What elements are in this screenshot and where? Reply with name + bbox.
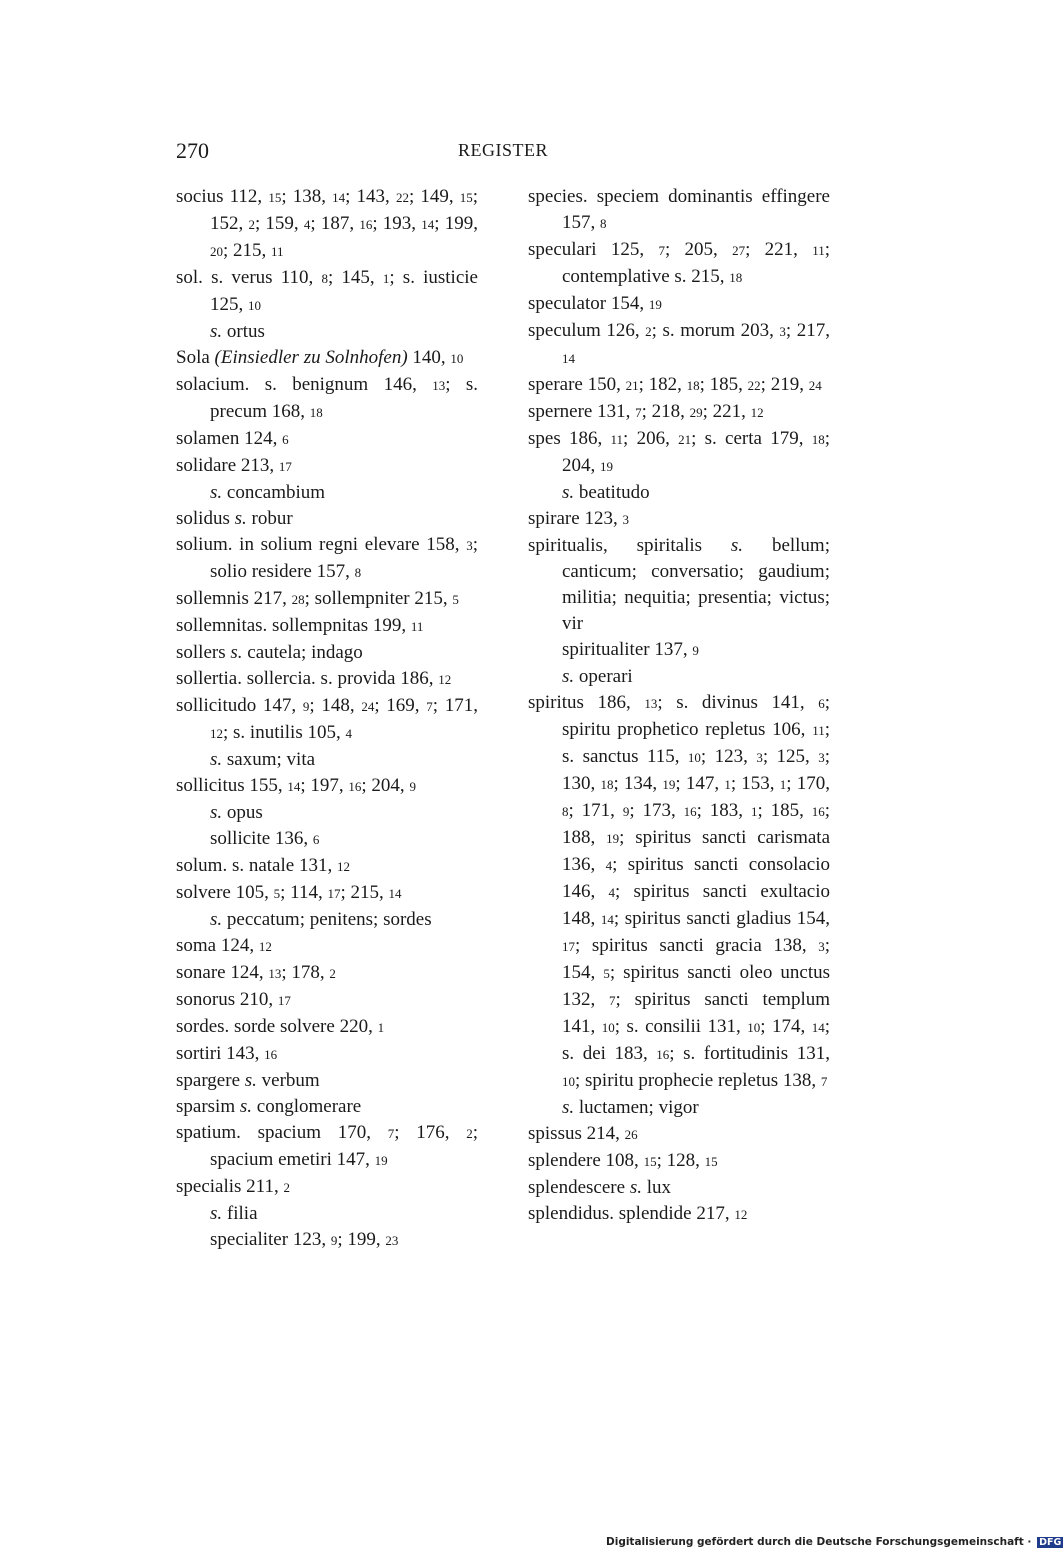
- index-entry: spernere 131, 7; 218, 29; 221, 12: [528, 401, 764, 422]
- index-column-right: [528, 184, 830, 1228]
- index-entry: sperare 150, 21; 182, 18; 185, 22; 219, 24: [528, 374, 822, 395]
- footer-text: Digitalisierung gefördert durch die Deutsche Forschungsgemeinschaft ·: [606, 1536, 1032, 1548]
- index-entry: spiritualis, spiritalis s. bellum; canticum; conversatio; gaudium; militia; nequitia; presentia; victus; vir: [528, 535, 830, 634]
- index-entry: spiritus 186, 13; s. divinus 141, 6; spiritu prophetico repletus 106, 11; s. sanctus 115, 10; 123, 3; 125, 3; 130, 18; 134, 19; 147, 1; 153, 1; 170, 8; 171, 9; 173, 16; 183, 1; 185, 16; 188, 19; spiritus sancti carismata 136, 4; spiritus sancti consolacio 146, 4; spiritus sancti exultacio 148, 14; spiritus sancti gladius 154, 17; spiritus sancti gracia 138, 3; 154, 5; spiritus sancti oleo unctus 132, 7; spiritus sancti templum 141, 10; s. consilii 131, 10; 174, 14; s. dei 183, 16; s. fortitudinis 131, 10; spiritu prophecie repletus 138, 7: [528, 692, 831, 1091]
- index-entry: s. beatitudo: [562, 482, 650, 503]
- index-entry: s. ortus: [210, 321, 265, 342]
- index-entry: speculum 126, 2; s. morum 203, 3; 217, 14: [528, 320, 830, 366]
- index-entry: Sola (Einsiedler zu Solnhofen) 140, 10: [176, 347, 464, 368]
- index-entry: sollicitudo 147, 9; 148, 24; 169, 7; 171, 12; s. inutilis 105, 4: [176, 695, 478, 743]
- index-entry: s. opus: [210, 802, 263, 823]
- index-entry: sol. s. verus 110, 8; 145, 1; s. iusticie 125, 10: [176, 267, 478, 315]
- index-entry: s. luctamen; vigor: [562, 1097, 699, 1118]
- index-entry: solum. s. natale 131, 12: [176, 855, 350, 876]
- index-entry: speculari 125, 7; 205, 27; 221, 11; contemplative s. 215, 18: [528, 239, 831, 287]
- index-entry: sollemnis 217, 28; sollempniter 215, 5: [176, 588, 459, 609]
- page-header: [176, 138, 830, 170]
- index-entry: sordes. sorde solvere 220, 1: [176, 1016, 385, 1037]
- index-entry: spargere s. verbum: [176, 1070, 320, 1091]
- index-entry: solacium. s. benignum 146, 13; s. precum 168, 18: [176, 374, 478, 422]
- index-entry: species. speciem dominantis effingere 157, 8: [528, 186, 830, 233]
- index-entry: spirare 123, 3: [528, 508, 629, 529]
- index-entry: soma 124, 12: [176, 935, 272, 956]
- index-entry: splendere 108, 15; 128, 15: [528, 1150, 718, 1171]
- index-entry: socius 112, 15; 138, 14; 143, 22; 149, 15; 152, 2; 159, 4; 187, 16; 193, 14; 199, 20; 215, 11: [176, 186, 479, 261]
- index-entry: s. concambium: [210, 482, 326, 503]
- running-title: REGISTER: [457, 140, 548, 160]
- index-entry: spissus 214, 26: [528, 1123, 638, 1144]
- index-entry: solamen 124, 6: [176, 428, 289, 449]
- page-number: 270: [176, 138, 209, 163]
- index-entry: sollemnitas. sollempnitas 199, 11: [176, 615, 424, 636]
- index-entry: specialiter 123, 9; 199, 23: [210, 1229, 399, 1250]
- index-entry: solium. in solium regni elevare 158, 3; solio residere 157, 8: [176, 534, 478, 582]
- index-entry: solidus s. robur: [176, 508, 293, 529]
- index-entry: sortiri 143, 16: [176, 1043, 278, 1064]
- index-entry: solvere 105, 5; 114, 17; 215, 14: [176, 882, 402, 903]
- index-entry: spiritualiter 137, 9: [562, 639, 699, 660]
- index-entry: splendescere s. lux: [528, 1177, 671, 1198]
- index-entry: splendidus. splendide 217, 12: [528, 1203, 748, 1224]
- index-entry: sollers s. cautela; indago: [176, 642, 363, 663]
- index-entry: sollicite 136, 6: [210, 828, 320, 849]
- index-entry: specialis 211, 2: [176, 1176, 290, 1197]
- index-entry: sollicitus 155, 14; 197, 16; 204, 9: [176, 775, 416, 796]
- funding-footer: [606, 1536, 1063, 1548]
- index-entry: s. operari: [562, 666, 633, 687]
- index-entry: spes 186, 11; 206, 21; s. certa 179, 18; 204, 19: [528, 428, 830, 476]
- index-entry: solidare 213, 17: [176, 455, 292, 476]
- index-entry: s. peccatum; penitens; sordes: [210, 909, 432, 930]
- index-entry: sonorus 210, 17: [176, 989, 291, 1010]
- index-entry: spatium. spacium 170, 7; 176, 2; spacium emetiri 147, 19: [176, 1122, 479, 1170]
- index-column-left: [176, 184, 478, 1254]
- index-entry: s. saxum; vita: [210, 749, 316, 770]
- index-entry: speculator 154, 19: [528, 293, 662, 314]
- index-entry: sparsim s. conglomerare: [176, 1096, 362, 1117]
- index-entry: s. filia: [210, 1203, 258, 1224]
- dfg-logo: DFG: [1039, 1537, 1062, 1548]
- index-entry: sollertia. sollercia. s. provida 186, 12: [176, 668, 452, 689]
- index-entry: sonare 124, 13; 178, 2: [176, 962, 336, 983]
